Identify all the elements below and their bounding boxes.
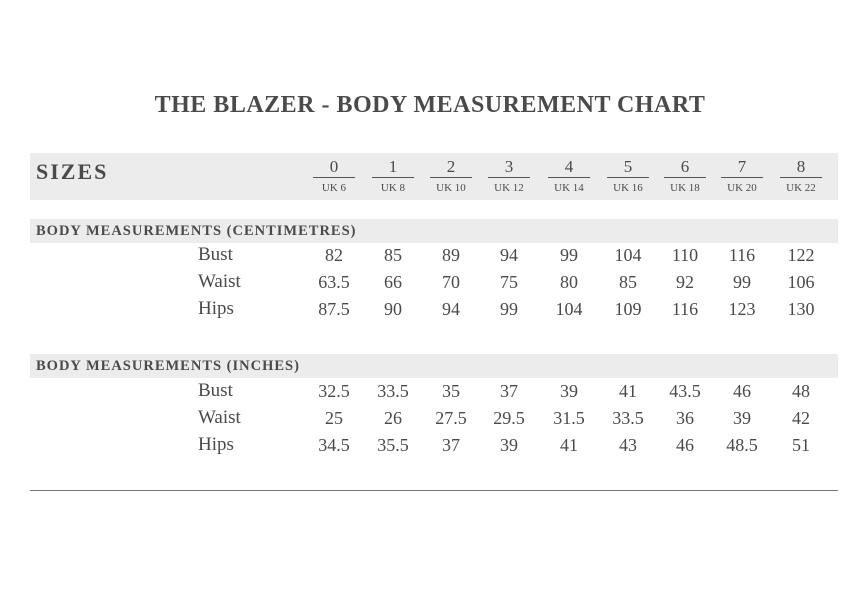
table-cell: 46 bbox=[733, 381, 751, 401]
table-cell: 33.5 bbox=[377, 381, 409, 401]
table-cell: 43 bbox=[619, 435, 637, 455]
size-number: 7 bbox=[721, 157, 763, 178]
table-cell: 66 bbox=[384, 272, 402, 292]
table-cell: 31.5 bbox=[553, 408, 585, 428]
table-cell: 43.5 bbox=[669, 381, 701, 401]
size-number: 6 bbox=[664, 157, 706, 178]
table-cell: 42 bbox=[792, 408, 810, 428]
table-cell: 35 bbox=[442, 381, 460, 401]
table-cell: 89 bbox=[442, 245, 460, 265]
row-label-waist: Waist bbox=[198, 407, 241, 428]
row-label-bust: Bust bbox=[198, 380, 233, 401]
size-uk-label: UK 20 bbox=[727, 182, 757, 194]
row-label-waist: Waist bbox=[198, 271, 241, 292]
table-cell: 87.5 bbox=[318, 299, 350, 319]
inches-section-label: BODY MEASUREMENTS (INCHES) bbox=[36, 358, 300, 374]
bottom-divider bbox=[30, 490, 838, 491]
table-cell: 37 bbox=[500, 381, 518, 401]
size-column bbox=[603, 157, 653, 195]
table-cell: 109 bbox=[614, 299, 642, 319]
size-column bbox=[368, 157, 418, 195]
table-cell: 33.5 bbox=[612, 408, 644, 428]
table-cell: 25 bbox=[325, 408, 343, 428]
table-cell: 70 bbox=[442, 272, 460, 292]
size-number: 2 bbox=[430, 157, 472, 178]
size-column bbox=[309, 157, 359, 195]
table-cell: 110 bbox=[671, 245, 699, 265]
table-cell: 116 bbox=[728, 245, 756, 265]
size-number: 4 bbox=[548, 157, 590, 178]
table-cell: 92 bbox=[676, 272, 694, 292]
size-column bbox=[776, 157, 826, 195]
table-cell: 51 bbox=[792, 435, 810, 455]
table-cell: 90 bbox=[384, 299, 402, 319]
table-cell: 104 bbox=[614, 245, 642, 265]
table-cell: 37 bbox=[442, 435, 460, 455]
size-number: 0 bbox=[313, 157, 355, 178]
table-cell: 99 bbox=[560, 245, 578, 265]
table-cell: 46 bbox=[676, 435, 694, 455]
size-uk-label: UK 12 bbox=[494, 182, 524, 194]
table-cell: 26 bbox=[384, 408, 402, 428]
size-uk-label: UK 10 bbox=[436, 182, 466, 194]
table-cell: 85 bbox=[384, 245, 402, 265]
size-column bbox=[660, 157, 710, 195]
table-cell: 122 bbox=[787, 245, 815, 265]
table-cell: 34.5 bbox=[318, 435, 350, 455]
size-uk-label: UK 22 bbox=[786, 182, 816, 194]
table-cell: 48 bbox=[792, 381, 810, 401]
size-column bbox=[484, 157, 534, 195]
row-label-bust: Bust bbox=[198, 244, 233, 265]
size-uk-label: UK 8 bbox=[380, 182, 406, 194]
table-cell: 130 bbox=[787, 299, 815, 319]
table-cell: 104 bbox=[555, 299, 583, 319]
size-uk-label: UK 18 bbox=[670, 182, 700, 194]
centimetres-section-label: BODY MEASUREMENTS (CENTIMETRES) bbox=[36, 223, 357, 239]
table-cell: 41 bbox=[619, 381, 637, 401]
table-cell: 123 bbox=[728, 299, 756, 319]
table-cell: 39 bbox=[733, 408, 751, 428]
table-cell: 29.5 bbox=[493, 408, 525, 428]
row-label-hips: Hips bbox=[198, 298, 234, 319]
size-uk-label: UK 6 bbox=[321, 182, 347, 194]
size-column bbox=[544, 157, 594, 195]
chart-title: THE BLAZER - BODY MEASUREMENT CHART bbox=[154, 92, 706, 118]
table-cell: 106 bbox=[787, 272, 815, 292]
table-cell: 27.5 bbox=[435, 408, 467, 428]
table-cell: 94 bbox=[442, 299, 460, 319]
centimetres-section-header bbox=[30, 219, 838, 243]
table-cell: 80 bbox=[560, 272, 578, 292]
size-number: 3 bbox=[488, 157, 530, 178]
table-cell: 41 bbox=[560, 435, 578, 455]
size-column bbox=[426, 157, 476, 195]
table-cell: 63.5 bbox=[318, 272, 350, 292]
size-number: 1 bbox=[372, 157, 414, 178]
size-number: 8 bbox=[780, 157, 822, 178]
table-cell: 99 bbox=[500, 299, 518, 319]
table-cell: 39 bbox=[560, 381, 578, 401]
row-label-hips: Hips bbox=[198, 434, 234, 455]
size-column bbox=[717, 157, 767, 195]
table-cell: 116 bbox=[671, 299, 699, 319]
table-cell: 48.5 bbox=[726, 435, 758, 455]
sizes-label: SIZES bbox=[36, 159, 109, 184]
size-uk-label: UK 14 bbox=[554, 182, 584, 194]
table-cell: 82 bbox=[325, 245, 343, 265]
table-cell: 32.5 bbox=[318, 381, 350, 401]
table-cell: 85 bbox=[619, 272, 637, 292]
table-cell: 94 bbox=[500, 245, 518, 265]
size-uk-label: UK 16 bbox=[613, 182, 643, 194]
size-number: 5 bbox=[607, 157, 649, 178]
table-cell: 75 bbox=[500, 272, 518, 292]
table-cell: 36 bbox=[676, 408, 694, 428]
table-cell: 35.5 bbox=[377, 435, 409, 455]
table-cell: 39 bbox=[500, 435, 518, 455]
table-cell: 99 bbox=[733, 272, 751, 292]
inches-section-header bbox=[30, 354, 838, 378]
